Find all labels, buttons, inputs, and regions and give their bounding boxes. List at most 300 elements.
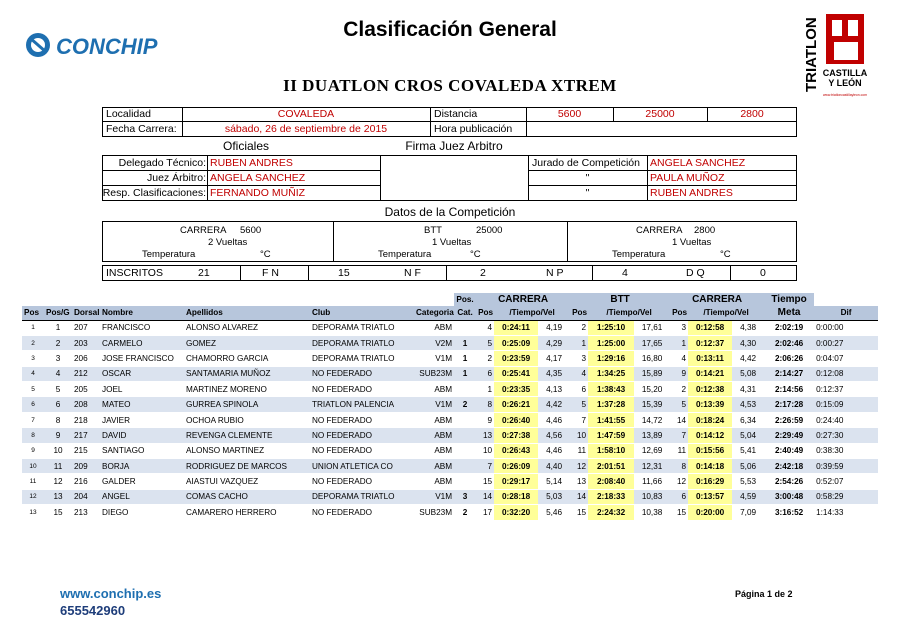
pos-cell: 5 — [22, 382, 44, 397]
dif-cell: 1:14:33 — [814, 505, 878, 520]
dorsal-cell: 215 — [72, 443, 100, 458]
dif-cell: 0:15:09 — [814, 397, 878, 412]
meta-cell: 3:16:52 — [764, 505, 814, 520]
c1-pos-cell: 17 — [476, 505, 494, 520]
c1-vel-cell: 4,46 — [538, 443, 570, 458]
club-cell: NO FEDERADO — [310, 443, 414, 458]
c1-vel-cell: 5,03 — [538, 489, 570, 504]
seg3-name: CARRERA — [636, 225, 683, 236]
c2-time-cell: 0:14:21 — [688, 366, 732, 381]
fecha-value: sábado, 26 de septiembre de 2015 — [224, 123, 388, 135]
btt-time-header: /Tiempo/Vel — [588, 306, 670, 320]
nombre-cell: OSCAR — [100, 366, 184, 381]
seg1-laps: 2 Vueltas — [208, 237, 248, 248]
apellidos-cell: GOMEZ — [184, 335, 310, 350]
club-cell: NO FEDERADO — [310, 366, 414, 381]
distancia-1: 5600 — [557, 108, 582, 120]
btt-time-cell: 1:25:10 — [588, 320, 634, 335]
club-cell: NO FEDERADO — [310, 382, 414, 397]
results-table — [22, 293, 878, 521]
dorsal-cell: 207 — [72, 320, 100, 335]
c2-pos-cell: 8 — [670, 459, 688, 474]
delegado-label: Delegado Técnico: — [118, 157, 206, 169]
club-cell: NO FEDERADO — [310, 412, 414, 427]
table-row — [22, 320, 878, 335]
c1-vel-cell: 4,29 — [538, 335, 570, 350]
dorsal-cell: 209 — [72, 459, 100, 474]
c1-time-header: /Tiempo/Vel — [494, 306, 570, 320]
distancia-2: 25000 — [645, 108, 675, 120]
stat-fn-label: F N — [262, 267, 279, 279]
categoria-cell: ABM — [414, 382, 454, 397]
meta-cell: 2:14:27 — [764, 366, 814, 381]
c1-pos-cell: 8 — [476, 397, 494, 412]
jurado-ditto-1: " — [585, 172, 590, 184]
c2-vel-cell: 4,30 — [732, 335, 764, 350]
apellidos-cell: RODRIGUEZ DE MARCOS — [184, 459, 310, 474]
posg-cell: 13 — [44, 489, 72, 504]
triatlon-castilla-leon-logo — [800, 10, 878, 102]
juez-label: Juez Árbitro: — [147, 172, 206, 184]
stat-nf-value: 2 — [480, 267, 486, 279]
meta-cell: 2:02:19 — [764, 320, 814, 335]
c2-vel-cell: 5,53 — [732, 474, 764, 489]
btt-vel-cell: 15,20 — [634, 382, 670, 397]
c1-pos-cell: 6 — [476, 366, 494, 381]
dorsal-cell: 205 — [72, 382, 100, 397]
club-cell: UNION ATLETICA CO — [310, 459, 414, 474]
meta-cell: 2:06:26 — [764, 351, 814, 366]
btt-pos-header: Pos — [570, 306, 588, 320]
btt-vel-cell: 17,65 — [634, 335, 670, 350]
c1-vel-cell: 4,19 — [538, 320, 570, 335]
categoria-cell: ABM — [414, 459, 454, 474]
dif-cell: 0:00:27 — [814, 335, 878, 350]
jurado-ditto-2: " — [585, 187, 590, 199]
pos-cell: 2 — [22, 335, 44, 350]
meta-cell: 2:29:49 — [764, 428, 814, 443]
page-title: Clasificación General — [343, 18, 557, 41]
seg1-temp: Temperatura — [142, 249, 196, 260]
dif-cell: 0:00:00 — [814, 320, 878, 335]
firma-title: Firma Juez Arbitro — [405, 139, 503, 153]
btt-time-cell: 2:18:33 — [588, 489, 634, 504]
posg-header: Pos/G — [44, 306, 72, 320]
c1-time-cell: 0:23:59 — [494, 351, 538, 366]
btt-time-cell: 1:58:10 — [588, 443, 634, 458]
btt-vel-cell: 11,66 — [634, 474, 670, 489]
btt-pos-cell: 2 — [570, 320, 588, 335]
nombre-cell: GALDER — [100, 474, 184, 489]
stat-dq-label: D Q — [686, 267, 705, 279]
pos-cell: 6 — [22, 397, 44, 412]
distancia-label: Distancia — [434, 108, 478, 120]
apellidos-header: Apellidos — [184, 306, 310, 320]
btt-pos-cell: 11 — [570, 443, 588, 458]
c2-pos-cell: 1 — [670, 335, 688, 350]
club-cell: NO FEDERADO — [310, 474, 414, 489]
c1-pos-cell: 2 — [476, 351, 494, 366]
dif-cell: 0:39:59 — [814, 459, 878, 474]
meta-cell: 2:42:18 — [764, 459, 814, 474]
c1-time-cell: 0:25:09 — [494, 335, 538, 350]
posg-cell: 4 — [44, 366, 72, 381]
meta-header: Meta — [764, 306, 814, 320]
jurado-value-1: ANGELA SANCHEZ — [650, 157, 746, 169]
dif-cell: 0:38:30 — [814, 443, 878, 458]
c1-time-cell: 0:23:35 — [494, 382, 538, 397]
categoria-cell: SUB23M — [414, 366, 454, 381]
nombre-header: Nombre — [100, 306, 184, 320]
btt-pos-cell: 5 — [570, 397, 588, 412]
btt-vel-cell: 12,69 — [634, 443, 670, 458]
categoria-cell: ABM — [414, 412, 454, 427]
nombre-cell: BORJA — [100, 459, 184, 474]
apellidos-cell: ALONSO ALVAREZ — [184, 320, 310, 335]
table-row — [22, 474, 878, 489]
dif-header: Dif — [814, 306, 878, 320]
categoria-cell: ABM — [414, 474, 454, 489]
apellidos-cell: MARTINEZ MORENO — [184, 382, 310, 397]
c2-time-cell: 0:15:56 — [688, 443, 732, 458]
juez-value: ANGELA SANCHEZ — [210, 172, 306, 184]
posg-cell: 8 — [44, 412, 72, 427]
club-cell: DEPORAMA TRIATLO — [310, 489, 414, 504]
poscat-cell — [454, 320, 476, 335]
club-cell: DEPORAMA TRIATLO — [310, 320, 414, 335]
c1-time-cell: 0:27:38 — [494, 428, 538, 443]
apellidos-cell: AIASTUI VAZQUEZ — [184, 474, 310, 489]
pos-header: Pos — [22, 306, 44, 320]
table-row — [22, 412, 878, 427]
c1-pos-cell: 7 — [476, 459, 494, 474]
btt-pos-cell: 4 — [570, 366, 588, 381]
competition-title: Datos de la Competición — [384, 205, 516, 219]
c1-pos-cell: 1 — [476, 382, 494, 397]
distancia-3: 2800 — [740, 108, 764, 120]
club-cell: TRIATLON PALENCIA — [310, 397, 414, 412]
poscat-cell: 3 — [454, 489, 476, 504]
categoria-cell: V1M — [414, 489, 454, 504]
btt-pos-cell: 10 — [570, 428, 588, 443]
localidad-value: COVALEDA — [277, 108, 335, 120]
c2-vel-cell: 4,59 — [732, 489, 764, 504]
dif-cell: 0:12:08 — [814, 366, 878, 381]
carrera2-header: CARRERA — [670, 293, 764, 306]
dif-cell: 0:27:30 — [814, 428, 878, 443]
stat-nf-label: N F — [404, 267, 421, 279]
stat-inscritos-value: 21 — [198, 267, 210, 279]
nombre-cell: FRANCISCO — [100, 320, 184, 335]
nombre-cell: DAVID — [100, 428, 184, 443]
btt-time-cell: 1:37:28 — [588, 397, 634, 412]
c1-vel-cell: 4,42 — [538, 397, 570, 412]
dorsal-cell: 212 — [72, 366, 100, 381]
btt-time-cell: 1:29:16 — [588, 351, 634, 366]
c2-time-cell: 0:20:00 — [688, 505, 732, 520]
meta-cell: 2:40:49 — [764, 443, 814, 458]
seg3-unit: °C — [720, 249, 731, 260]
seg2-temp: Temperatura — [378, 249, 432, 260]
c1-pos-cell: 9 — [476, 412, 494, 427]
seg3-laps: 1 Vueltas — [672, 237, 712, 248]
nombre-cell: JOEL — [100, 382, 184, 397]
c2-pos-cell: 7 — [670, 428, 688, 443]
jurado-label: Jurado de Competición — [532, 157, 640, 169]
c1-vel-cell: 5,46 — [538, 505, 570, 520]
categoria-cell: V1M — [414, 397, 454, 412]
meta-cell: 2:14:56 — [764, 382, 814, 397]
c2-vel-cell: 5,08 — [732, 366, 764, 381]
posg-cell: 15 — [44, 505, 72, 520]
seg2-name: BTT — [424, 225, 442, 236]
poscat-cell — [454, 382, 476, 397]
triatlon-logo-region-1: CASTILLA — [822, 68, 868, 78]
dorsal-header: Dorsal — [72, 306, 100, 320]
btt-time-cell: 1:34:25 — [588, 366, 634, 381]
delegado-value: RUBEN ANDRES — [210, 157, 293, 169]
btt-time-cell: 1:25:00 — [588, 335, 634, 350]
dorsal-cell: 218 — [72, 412, 100, 427]
btt-vel-cell: 10,38 — [634, 505, 670, 520]
meta-cell: 2:17:28 — [764, 397, 814, 412]
btt-vel-cell: 12,31 — [634, 459, 670, 474]
btt-pos-cell: 14 — [570, 489, 588, 504]
poscat-header-2: Cat. — [454, 306, 476, 320]
btt-vel-cell: 15,89 — [634, 366, 670, 381]
jurado-value-3: RUBEN ANDRES — [650, 187, 733, 199]
pos-cell: 7 — [22, 412, 44, 427]
seg3-temp: Temperatura — [612, 249, 666, 260]
c2-pos-cell: 4 — [670, 351, 688, 366]
meta-cell: 2:02:46 — [764, 335, 814, 350]
c1-pos-cell: 14 — [476, 489, 494, 504]
posg-cell: 6 — [44, 397, 72, 412]
c1-vel-cell: 4,35 — [538, 366, 570, 381]
btt-pos-cell: 15 — [570, 505, 588, 520]
dorsal-cell: 208 — [72, 397, 100, 412]
btt-pos-cell: 3 — [570, 351, 588, 366]
poscat-cell: 1 — [454, 351, 476, 366]
stat-np-value: 4 — [622, 267, 628, 279]
table-row — [22, 428, 878, 443]
c2-vel-cell: 5,04 — [732, 428, 764, 443]
hora-label: Hora publicación — [434, 123, 513, 135]
c2-pos-cell: 2 — [670, 382, 688, 397]
c1-pos-cell: 4 — [476, 320, 494, 335]
table-row — [22, 397, 878, 412]
seg1-unit: °C — [260, 249, 271, 260]
dorsal-cell: 213 — [72, 505, 100, 520]
poscat-cell: 1 — [454, 335, 476, 350]
dorsal-cell: 216 — [72, 474, 100, 489]
dif-cell: 0:12:37 — [814, 382, 878, 397]
c1-time-cell: 0:26:40 — [494, 412, 538, 427]
posg-cell: 9 — [44, 428, 72, 443]
apellidos-cell: REVENGA CLEMENTE — [184, 428, 310, 443]
c2-vel-cell: 4,31 — [732, 382, 764, 397]
c1-time-cell: 0:28:18 — [494, 489, 538, 504]
meta-cell: 2:54:26 — [764, 474, 814, 489]
apellidos-cell: CHAMORRO GARCIA — [184, 351, 310, 366]
c1-time-cell: 0:26:21 — [494, 397, 538, 412]
dif-cell: 0:24:40 — [814, 412, 878, 427]
table-row — [22, 382, 878, 397]
categoria-cell: V2M — [414, 335, 454, 350]
pos-cell: 12 — [22, 489, 44, 504]
btt-time-cell: 1:47:59 — [588, 428, 634, 443]
pos-cell: 1 — [22, 320, 44, 335]
stat-dq-value: 0 — [760, 267, 766, 279]
stat-np-label: N P — [546, 267, 564, 279]
btt-vel-cell: 13,89 — [634, 428, 670, 443]
c2-pos-cell: 6 — [670, 489, 688, 504]
c2-vel-cell: 5,41 — [732, 443, 764, 458]
triatlon-logo-url: www.triatloncastillayleon.com — [822, 93, 868, 97]
nombre-cell: CARMELO — [100, 335, 184, 350]
oficiales-title: Oficiales — [222, 139, 269, 153]
poscat-cell — [454, 443, 476, 458]
pos-cell: 11 — [22, 474, 44, 489]
btt-time-cell: 1:38:43 — [588, 382, 634, 397]
table-row — [22, 459, 878, 474]
c1-pos-cell: 5 — [476, 335, 494, 350]
seg2-laps: 1 Vueltas — [432, 237, 472, 248]
c2-vel-cell: 4,53 — [732, 397, 764, 412]
posg-cell: 1 — [44, 320, 72, 335]
c2-time-cell: 0:12:38 — [688, 382, 732, 397]
c2-pos-cell: 5 — [670, 397, 688, 412]
seg2-dist: 25000 — [476, 225, 503, 236]
pos-cell: 3 — [22, 351, 44, 366]
c2-time-cell: 0:16:29 — [688, 474, 732, 489]
carrera1-header: CARRERA — [476, 293, 570, 306]
pos-cell: 13 — [22, 505, 44, 520]
pos-cell: 4 — [22, 366, 44, 381]
c1-time-cell: 0:29:17 — [494, 474, 538, 489]
c1-vel-cell: 4,56 — [538, 428, 570, 443]
jurado-value-2: PAULA MUÑOZ — [650, 172, 725, 184]
c1-pos-header: Pos — [476, 306, 494, 320]
c2-pos-cell: 15 — [670, 505, 688, 520]
table-row — [22, 351, 878, 366]
pos-cell: 9 — [22, 443, 44, 458]
btt-time-cell: 2:08:40 — [588, 474, 634, 489]
table-row — [22, 443, 878, 458]
c2-pos-cell: 12 — [670, 474, 688, 489]
poscat-header-1: Pos. — [454, 293, 476, 306]
poscat-cell — [454, 412, 476, 427]
localidad-label: Localidad — [106, 108, 151, 120]
c2-pos-cell: 11 — [670, 443, 688, 458]
club-cell: DEPORAMA TRIATLO — [310, 335, 414, 350]
c1-pos-cell: 15 — [476, 474, 494, 489]
meta-cell: 3:00:48 — [764, 489, 814, 504]
footer-url[interactable]: www.conchip.es — [60, 586, 162, 601]
footer-phone: 655542960 — [60, 603, 126, 618]
c1-vel-cell: 4,40 — [538, 459, 570, 474]
poscat-cell — [454, 459, 476, 474]
nombre-cell: MATEO — [100, 397, 184, 412]
apellidos-cell: COMAS CACHO — [184, 489, 310, 504]
posg-cell: 12 — [44, 474, 72, 489]
poscat-cell — [454, 428, 476, 443]
btt-time-cell: 1:41:55 — [588, 412, 634, 427]
btt-pos-cell: 13 — [570, 474, 588, 489]
c1-time-cell: 0:32:20 — [494, 505, 538, 520]
c2-pos-cell: 9 — [670, 366, 688, 381]
poscat-cell: 2 — [454, 397, 476, 412]
c2-vel-cell: 5,06 — [732, 459, 764, 474]
c2-pos-cell: 14 — [670, 412, 688, 427]
seg3-dist: 2800 — [694, 225, 716, 236]
posg-cell: 3 — [44, 351, 72, 366]
c2-pos-header: Pos — [670, 306, 688, 320]
table-row — [22, 335, 878, 350]
c1-time-cell: 0:26:43 — [494, 443, 538, 458]
fecha-label: Fecha Carrera: — [106, 123, 177, 135]
btt-vel-cell: 14,72 — [634, 412, 670, 427]
c2-time-cell: 0:18:24 — [688, 412, 732, 427]
meta-cell: 2:26:59 — [764, 412, 814, 427]
table-row — [22, 366, 878, 381]
c1-vel-cell: 5,14 — [538, 474, 570, 489]
seg2-unit: °C — [470, 249, 481, 260]
c1-time-cell: 0:24:11 — [494, 320, 538, 335]
apellidos-cell: ALONSO MARTINEZ — [184, 443, 310, 458]
poscat-cell: 1 — [454, 366, 476, 381]
dorsal-cell: 206 — [72, 351, 100, 366]
c1-pos-cell: 10 — [476, 443, 494, 458]
c2-vel-cell: 6,34 — [732, 412, 764, 427]
table-row — [22, 505, 878, 520]
resp-label: Resp. Clasificaciones: — [102, 187, 206, 199]
apellidos-cell: SANTAMARIA MUÑOZ — [184, 366, 310, 381]
categoria-cell: SUB23M — [414, 505, 454, 520]
posg-cell: 10 — [44, 443, 72, 458]
dif-cell: 0:58:29 — [814, 489, 878, 504]
club-cell: DEPORAMA TRIATLO — [310, 351, 414, 366]
c1-time-cell: 0:25:41 — [494, 366, 538, 381]
club-cell: NO FEDERADO — [310, 505, 414, 520]
c2-pos-cell: 3 — [670, 320, 688, 335]
apellidos-cell: CAMARERO HERRERO — [184, 505, 310, 520]
categoria-cell: V1M — [414, 351, 454, 366]
stat-fn-value: 15 — [338, 267, 350, 279]
btt-vel-cell: 17,61 — [634, 320, 670, 335]
apellidos-cell: GURREA SPINOLA — [184, 397, 310, 412]
c2-vel-cell: 4,42 — [732, 351, 764, 366]
c2-vel-cell: 7,09 — [732, 505, 764, 520]
btt-pos-cell: 7 — [570, 412, 588, 427]
dorsal-cell: 204 — [72, 489, 100, 504]
club-cell: NO FEDERADO — [310, 428, 414, 443]
club-header: Club — [310, 306, 414, 320]
triatlon-logo-word: TRIATLON — [803, 17, 820, 92]
pos-cell: 10 — [22, 459, 44, 474]
event-title: II DUATLON CROS COVALEDA XTREM — [283, 76, 617, 95]
table-row — [22, 489, 878, 504]
c2-time-cell: 0:14:12 — [688, 428, 732, 443]
btt-pos-cell: 1 — [570, 335, 588, 350]
c1-pos-cell: 13 — [476, 428, 494, 443]
stat-inscritos-label: INSCRITOS — [106, 267, 163, 279]
categoria-cell: ABM — [414, 428, 454, 443]
btt-time-cell: 2:01:51 — [588, 459, 634, 474]
triatlon-logo-region-2: Y LEÓN — [828, 78, 862, 88]
c2-time-cell: 0:12:37 — [688, 335, 732, 350]
nombre-cell: JAVIER — [100, 412, 184, 427]
